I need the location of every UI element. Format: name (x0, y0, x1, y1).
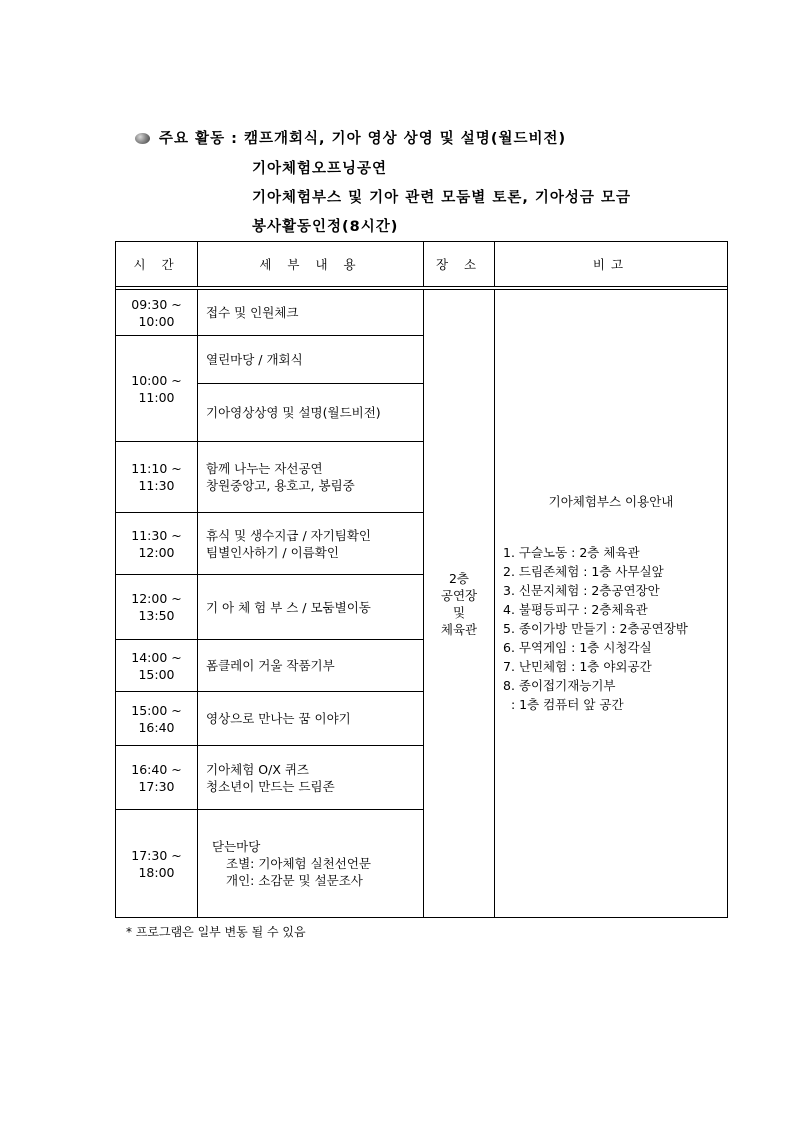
note-title: 기아체험부스 이용안내 (548, 494, 674, 509)
header-line-2: 기아체험오프닝공연 (252, 161, 388, 177)
row-time: 12:00 ~ 13:50 (116, 575, 198, 640)
header-content: 세 부 내 용 (198, 242, 424, 287)
row-content: 폼클레이 거울 작품기부 (198, 640, 424, 692)
list-item: 3. 신문지체험 : 2층공연장안 (503, 583, 660, 598)
schedule-table (115, 241, 728, 918)
row-content: 닫는마당 조별: 기아체험 실천선언문 개인: 소감문 및 설문조사 (198, 810, 424, 918)
row-time: 17:30 ~ 18:00 (116, 810, 198, 918)
header-place: 장 소 (424, 242, 495, 287)
list-item: 6. 무역게임 : 1층 시청각실 (503, 640, 652, 655)
footnote: * 프로그램은 일부 변동 될 수 있음 (126, 925, 306, 939)
list-item: 8. 종이접기재능기부 (503, 678, 616, 693)
place-cell: 2층 공연장 및 체육관 (424, 290, 495, 918)
row-time: 15:00 ~ 16:40 (116, 692, 198, 746)
header-line-3: 기아체험부스 및 기아 관련 모둠별 토론, 기아성금 모금 (252, 190, 631, 206)
booth-list (503, 543, 727, 714)
row-time: 11:30 ~ 12:00 (116, 513, 198, 575)
table-row (116, 290, 728, 336)
list-item: 2. 드림존체험 : 1층 사무실앞 (503, 564, 664, 579)
note-cell (495, 290, 728, 918)
list-item: 1. 구슬노동 : 2층 체육관 (503, 545, 640, 560)
list-item: 7. 난민체험 : 1층 야외공간 (503, 659, 652, 674)
row-content: 열린마당 / 개회식 (198, 336, 424, 384)
row-content: 접수 및 인원체크 (198, 290, 424, 336)
list-item: 5. 종이가방 만들기 : 2층공연장밖 (503, 621, 688, 636)
header-line-4: 봉사활동인정(8시간) (252, 219, 399, 235)
table-header-row (116, 242, 728, 287)
row-content: 기아체험 O/X 퀴즈 청소년이 만드는 드림존 (198, 746, 424, 810)
row-time: 16:40 ~ 17:30 (116, 746, 198, 810)
row-content: 함께 나누는 자선공연 창원중앙고, 용호고, 봉림중 (198, 442, 424, 513)
header-line-1: 주요 활동 : 캠프개회식, 기아 영상 상영 및 설명(월드비전) (159, 131, 567, 147)
row-time: 14:00 ~ 15:00 (116, 640, 198, 692)
row-content: 영상으로 만나는 꿈 이야기 (198, 692, 424, 746)
row-time: 09:30 ~ 10:00 (116, 290, 198, 336)
row-content: 기아영상상영 및 설명(월드비전) (198, 384, 424, 442)
row-time: 11:10 ~ 11:30 (116, 442, 198, 513)
list-item: : 1층 컴퓨터 앞 공간 (503, 697, 624, 712)
header-time: 시 간 (116, 242, 198, 287)
header-note: 비고 (495, 242, 728, 287)
bullet-icon (135, 133, 150, 144)
row-content: 휴식 및 생수지급 / 자기팀확인 팀별인사하기 / 이름확인 (198, 513, 424, 575)
row-time: 10:00 ~ 11:00 (116, 336, 198, 442)
row-content: 기 아 체 험 부 스 / 모둠별이동 (198, 575, 424, 640)
list-item: 4. 불평등피구 : 2층체육관 (503, 602, 648, 617)
